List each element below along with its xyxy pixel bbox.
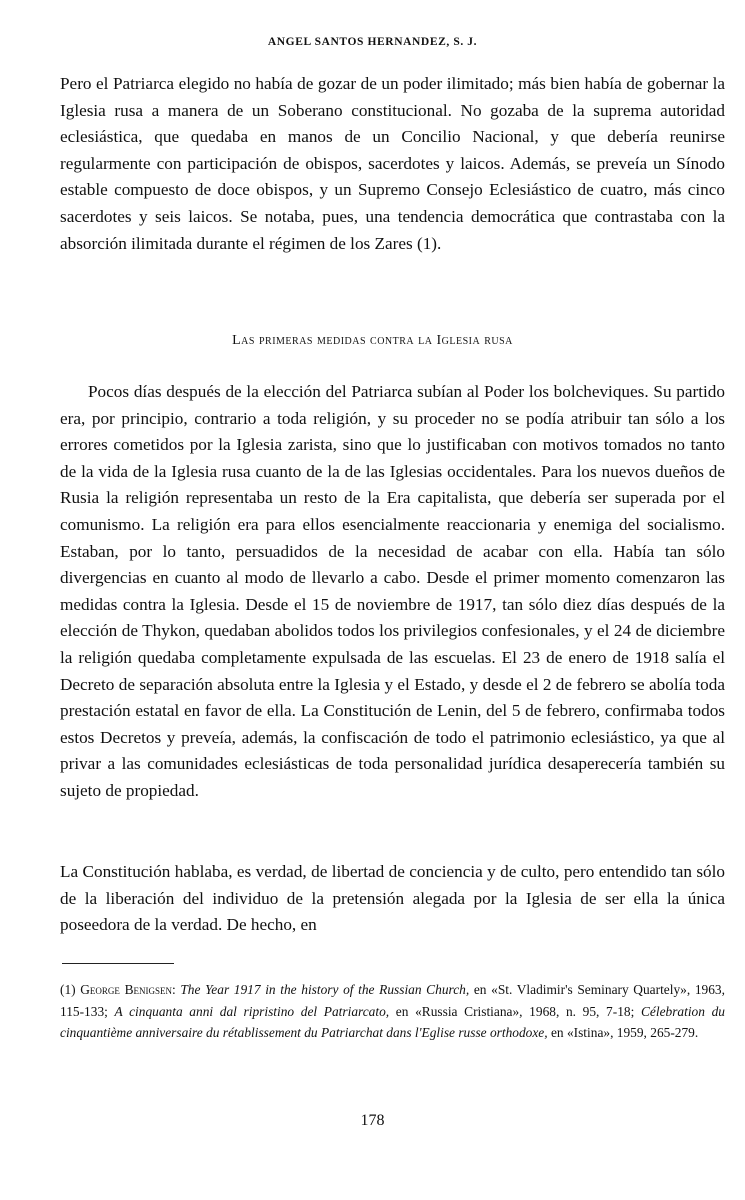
paragraph-2: Pocos días después de la elección del Patriarca subían al Poder los bolcheviques. Su partido era, por principio, contrario a toda religión, y su proceder no se podía atribuir tan sólo a los errores cometidos por la Iglesia zarista, sino que lo justificaban con motivos tomados no tanto de la vida de la Iglesia rusa cuanto de la de las Iglesias occidentales. Para los nuevos dueños de Rusia la religión representaba un resto de la Era capitalista, que debería ser superada por el comunismo. La religión era para ellos esencialmente reaccionaria y enemiga del socialismo. Estaban, por lo tanto, persuadidos de la necesidad de acabar con ella. Había tan sólo divergencias en cuanto al modo de llevarlo a cabo. Desde el primer momento comenzaron las medidas contra la Iglesia. Desde el 15 de noviembre de 1917, tan sólo diez días después de la elección de Thykon, quedaban abolidos todos los privilegios confesionales, y el 24 de diciembre la religión quedaba completamente expulsada de las escuelas. El 23 de enero de 1918 salía el Decreto de separación absoluta entre la Iglesia y el Estado, y desde el 2 de febrero se abolía toda prestación estatal en favor de ella. La Constitución de Lenin, del 5 de febrero, confirmaba todos estos Decretos y preveía, además, la confiscación de todo el patrimonio eclesiástico, ya que al privar a las comunidades eclesiásticas de toda personalidad jurídica desaperecería también su sujeto de propiedad. (60, 382, 725, 800)
footnote-text-2: en «Russia Cristiana», 1968, n. 95, 7-18; (395, 1003, 635, 1019)
paragraph-1: Pero el Patriarca elegido no había de gozar de un poder ilimitado; más bien había de gobernar la Iglesia rusa a manera de un Soberano constitucional. No gozaba de la suprema autoridad eclesiástica, que quedaba en manos de un Concilio Nacional, y que debería reunirse regularmente con participación de obispos, sacerdotes y laicos. Además, se preveía un Sínodo estable compuesto de doce obispos, y un Supremo Consejo Eclesiástico de cuatro, más cinco sacerdotes y seis laicos. Se notaba, pues, una tendencia democrática que contrastaba con la absorción ilimitada durante el régimen de los Zares (1). (60, 74, 725, 253)
footnote-divider (62, 963, 174, 964)
footnote-title-1: The Year 1917 in the history of the Russian Church, (180, 982, 470, 997)
footnote-title-2: A cinquanta anni dal ripristino del Patriarcato, (114, 1003, 390, 1019)
section-heading: Las primeras medidas contra la Iglesia rusa (232, 333, 513, 348)
footnote-title-3: Célebration du cinquantième anniversaire du rétablissement du Patriarchat dans l'Eglise russe orthodoxe, (60, 1003, 725, 1040)
paragraph-3: La Constitución hablaba, es verdad, de libertad de conciencia y de culto, pero entendido tan sólo de la liberación del individuo de la pretensión alegada por la Iglesia de ser ella la única poseedora de la verdad. De hecho, en (60, 862, 725, 935)
page-number: 178 (360, 1112, 385, 1129)
footnote-author: George Benigsen: (80, 982, 176, 997)
running-head: ANGEL SANTOS HERNANDEZ, S. J. (267, 36, 478, 48)
footnote-marker: (1) (60, 982, 76, 997)
footnote-text-3: en «Istina», 1959, 265-279. (550, 1025, 699, 1040)
footnote-text-1: en «St. Vladimir's Seminary Quartely», 1963, 115-133; (60, 982, 725, 1019)
footnote-1 (60, 979, 725, 1044)
